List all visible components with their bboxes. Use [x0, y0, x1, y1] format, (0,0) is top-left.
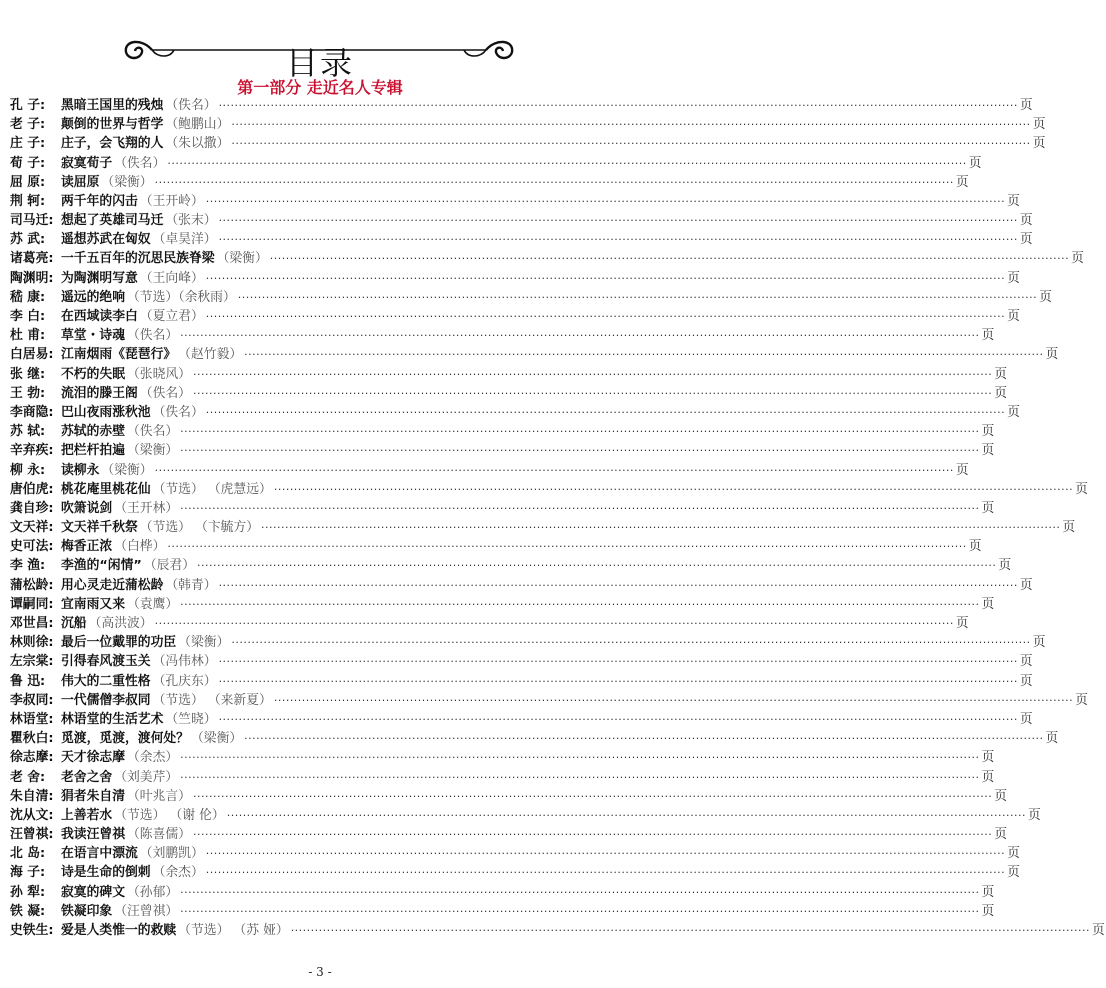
- toc-author: 苏 武:: [10, 232, 46, 248]
- toc-page-label: 页: [1028, 807, 1041, 823]
- toc-author: 谭嗣同:: [10, 596, 54, 612]
- toc-title: 遥远的绝响: [61, 289, 125, 305]
- toc-page-label: 页: [981, 596, 995, 612]
- toc-title: 沉船: [61, 616, 87, 632]
- toc-page-label: 页: [1019, 232, 1033, 248]
- dot-leader: ········································································································································································································: [180, 444, 980, 458]
- dot-leader: ········································································································································································································: [205, 271, 1006, 285]
- toc-author: 白居易:: [10, 347, 54, 363]
- toc-title: 苏轼的赤壁: [61, 424, 125, 440]
- toc-note: （佚名）: [139, 385, 191, 401]
- toc-title: 李渔的“闲情”: [61, 558, 142, 574]
- toc-page-label: 页: [1062, 520, 1076, 536]
- toc-title: 遥想苏武在匈奴: [61, 232, 151, 248]
- page-title: 目录: [285, 44, 354, 82]
- toc-entry[interactable]: [10, 902, 995, 921]
- toc-page-label: 页: [1007, 865, 1020, 881]
- toc-entry[interactable]: [10, 921, 1105, 940]
- toc-entry[interactable]: [10, 518, 1076, 537]
- toc-entry[interactable]: [10, 652, 1033, 671]
- toc-entry[interactable]: [10, 748, 995, 767]
- toc-note: （汪曾祺）: [114, 903, 179, 919]
- toc-note: （梁衡）: [216, 251, 268, 267]
- toc-title: 读屈原: [61, 174, 100, 190]
- dot-leader: ········································································································································································································: [231, 137, 1031, 151]
- dot-leader: ········································································································································································································: [231, 636, 1031, 650]
- toc-page-label: 页: [1032, 117, 1046, 133]
- dot-leader: ········································································································································································································: [192, 828, 993, 842]
- toc-page-label: 页: [981, 443, 995, 459]
- toc-author: 嵇 康:: [10, 289, 46, 305]
- toc-page-label: 页: [994, 366, 1008, 382]
- dot-leader: ········································································································································································································: [218, 233, 1018, 247]
- toc-author: 李 渔:: [10, 558, 46, 574]
- toc-entry[interactable]: [10, 115, 1046, 134]
- toc-page-label: 页: [968, 155, 982, 171]
- toc-note: （节选） （谢 伦）: [114, 807, 225, 823]
- toc-entry[interactable]: [10, 576, 1033, 595]
- toc-note: （张晓风）: [126, 366, 191, 382]
- toc-entry[interactable]: [10, 633, 1046, 652]
- toc-entry[interactable]: [10, 441, 995, 460]
- toc-author: 庄 子:: [10, 136, 46, 152]
- toc-title: 引得春风渡玉关: [61, 654, 151, 670]
- dot-leader: ········································································································································································································: [218, 578, 1018, 592]
- toc-author: 沈从文:: [10, 807, 54, 823]
- toc-author: 王 勃:: [10, 385, 46, 401]
- dot-leader: ········································································································································································································: [218, 674, 1018, 688]
- toc-note: （节选） （苏 娅）: [178, 923, 289, 939]
- toc-title: 巴山夜雨涨秋池: [61, 404, 151, 420]
- toc-page-label: 页: [1019, 673, 1033, 689]
- dot-leader: ········································································································································································································: [244, 348, 1044, 362]
- toc-title: 两千年的闪击: [61, 193, 138, 209]
- toc-title: 黑暗王国里的残烛: [61, 97, 164, 113]
- toc-page-label: 页: [994, 385, 1008, 401]
- toc-title: 江南烟雨《琵琶行》: [61, 347, 177, 363]
- toc-title: 诗是生命的倒刺: [61, 865, 151, 881]
- toc-note: （佚名）: [114, 155, 166, 171]
- toc-title: 老舍之舍: [61, 769, 113, 785]
- toc-page-label: 页: [1075, 481, 1088, 497]
- toc-page-label: 页: [1045, 731, 1059, 747]
- toc-note: （节选） （来新夏）: [152, 692, 272, 708]
- toc-author: 屈 原:: [10, 174, 46, 190]
- dot-leader: ········································································································································································································: [237, 290, 1038, 304]
- page-number: - 3 -: [308, 965, 332, 979]
- toc-title: 庄子，会飞翔的人: [61, 136, 164, 152]
- dot-leader: ········································································································································································································: [273, 693, 1074, 707]
- toc-title: 为陶渊明写意: [61, 270, 138, 286]
- toc-author: 老 舍:: [10, 769, 46, 785]
- toc-page-label: 页: [968, 539, 982, 555]
- toc-page-label: 页: [981, 328, 995, 344]
- toc-title: 林语堂的生活艺术: [61, 711, 164, 727]
- dot-leader: ········································································································································································································: [218, 712, 1018, 726]
- dot-leader: ········································································································································································································: [180, 329, 980, 343]
- dot-leader: ········································································································································································································: [226, 808, 1027, 822]
- toc-entry[interactable]: [10, 173, 969, 192]
- toc-author: 左宗棠:: [10, 654, 54, 670]
- toc-entry[interactable]: [10, 307, 1020, 326]
- dot-leader: ········································································································································································································: [205, 405, 1006, 419]
- toc-author: 文天祥:: [10, 520, 54, 536]
- toc-page-label: 页: [1019, 654, 1033, 670]
- dot-leader: ········································································································································································································: [180, 597, 980, 611]
- toc-title: 上善若水: [61, 807, 113, 823]
- toc-note: （梁衡）: [101, 174, 153, 190]
- toc-author: 铁 凝:: [10, 903, 46, 919]
- toc-entry[interactable]: [10, 691, 1088, 710]
- toc-note: （王向峰）: [139, 270, 204, 286]
- toc-title: 读柳永: [61, 462, 100, 478]
- toc-author: 辛弃疾:: [10, 443, 54, 459]
- toc-entry[interactable]: [10, 710, 1033, 729]
- toc-entry[interactable]: [10, 461, 969, 480]
- toc-entry[interactable]: [10, 384, 1008, 403]
- toc-note: （节选） （虎慧远）: [152, 481, 272, 497]
- toc-author: 荆 轲:: [10, 193, 46, 209]
- toc-title: 流泪的滕王阁: [61, 385, 138, 401]
- toc-note: （梁衡）: [190, 731, 243, 747]
- toc-title: 宜南雨又来: [61, 596, 125, 612]
- toc-entry[interactable]: [10, 365, 1008, 384]
- toc-note: （韩青）: [165, 577, 217, 593]
- dot-leader: ········································································································································································································: [218, 98, 1018, 112]
- toc-page-label: 页: [1007, 846, 1020, 862]
- header: [0, 30, 640, 82]
- dot-leader: ········································································································································································································: [205, 310, 1006, 324]
- toc-author: 海 子:: [10, 865, 46, 881]
- toc-page-label: 页: [1032, 136, 1046, 152]
- toc-page-label: 页: [1007, 270, 1020, 286]
- toc-author: 林语堂:: [10, 711, 54, 727]
- toc-note: （佚名）: [126, 328, 179, 344]
- dot-leader: ········································································································································································································: [154, 463, 954, 477]
- toc-author: 鲁 迅:: [10, 673, 46, 689]
- dot-leader: ········································································································································································································: [180, 904, 980, 918]
- toc-title: 文天祥千秋祭: [61, 520, 138, 536]
- toc-author: 陶渊明:: [10, 270, 54, 286]
- toc-author: 史可法:: [10, 539, 54, 555]
- toc-note: （高洪波）: [88, 616, 153, 632]
- toc-author: 杜 甫:: [10, 328, 46, 344]
- toc-author: 北 岛:: [10, 846, 46, 862]
- toc-entry[interactable]: [10, 557, 1012, 576]
- toc-note: （梁衡）: [126, 443, 179, 459]
- dot-leader: ········································································································································································································: [154, 617, 954, 631]
- toc-author: 林则徐:: [10, 635, 54, 651]
- toc-page-label: 页: [1007, 193, 1020, 209]
- toc-author: 史铁生:: [10, 923, 54, 939]
- toc-note: （余杰）: [152, 865, 204, 881]
- toc-title: 在语言中漂流: [61, 846, 138, 862]
- dot-leader: ········································································································································································································: [205, 866, 1006, 880]
- toc-page-label: 页: [1019, 577, 1033, 593]
- toc-entry[interactable]: [10, 211, 1033, 230]
- toc-title: 一代儒僧李叔同: [61, 692, 151, 708]
- toc-author: 蒲松龄:: [10, 577, 54, 593]
- table-of-contents: [10, 96, 1105, 940]
- dot-leader: ········································································································································································································: [180, 751, 980, 765]
- toc-author: 司马迁:: [10, 213, 54, 229]
- toc-page-label: 页: [1032, 635, 1046, 651]
- toc-entry[interactable]: [10, 729, 1059, 748]
- dot-leader: ········································································································································································································: [192, 789, 993, 803]
- toc-title: 寂寞的碑文: [61, 884, 125, 900]
- dot-leader: ········································································································································································································: [167, 156, 967, 170]
- toc-note: （白桦）: [114, 539, 166, 555]
- toc-title: 用心灵走近蒲松龄: [61, 577, 164, 593]
- toc-author: 孔 子:: [10, 97, 46, 113]
- toc-note: （佚名）: [165, 97, 217, 113]
- toc-page-label: 页: [1071, 251, 1084, 267]
- toc-author: 邓世昌:: [10, 616, 54, 632]
- toc-author: 诸葛亮:: [10, 251, 54, 267]
- toc-note: （袁鹰）: [126, 596, 179, 612]
- dot-leader: ········································································································································································································: [154, 175, 954, 189]
- toc-page-label: 页: [1007, 404, 1020, 420]
- toc-author: 孙 犁:: [10, 884, 46, 900]
- toc-note: （赵竹毅）: [178, 347, 243, 363]
- dot-leader: ········································································································································································································: [197, 559, 997, 573]
- toc-page-label: 页: [1019, 97, 1033, 113]
- dot-leader: ········································································································································································································: [269, 252, 1070, 266]
- toc-author: 荀 子:: [10, 155, 46, 171]
- toc-title: 伟大的二重性格: [61, 673, 151, 689]
- toc-entry[interactable]: [10, 499, 995, 518]
- dot-leader: ········································································································································································································: [218, 214, 1018, 228]
- toc-entry[interactable]: [10, 403, 1020, 422]
- toc-author: 李叔同:: [10, 692, 54, 708]
- toc-author: 徐志摩:: [10, 750, 54, 766]
- toc-note: （卓昊洋）: [152, 232, 217, 248]
- dot-leader: ········································································································································································································: [192, 386, 993, 400]
- toc-note: （王开岭）: [139, 193, 204, 209]
- toc-note: （刘鹏凯）: [139, 846, 204, 862]
- toc-title: 一千五百年的沉思民族脊梁: [61, 251, 215, 267]
- toc-title: 桃花庵里桃花仙: [61, 481, 151, 497]
- dot-leader: ········································································································································································································: [290, 924, 1091, 938]
- toc-note: （孙郁）: [126, 884, 179, 900]
- toc-title: 寂寞荀子: [61, 155, 113, 171]
- toc-page-label: 页: [1007, 309, 1020, 325]
- toc-page-label: 页: [1092, 923, 1105, 939]
- toc-note: （节选）（余秋雨）: [126, 289, 236, 305]
- toc-note: （叶兆言）: [126, 788, 191, 804]
- toc-note: （梁衡）: [178, 635, 230, 651]
- dot-leader: ········································································································································································································: [273, 482, 1074, 496]
- section-title: 第一部分 走近名人专辑: [237, 78, 403, 97]
- toc-page-label: 页: [981, 769, 995, 785]
- toc-title: 吹箫说剑: [61, 500, 113, 516]
- toc-entry[interactable]: [10, 614, 969, 633]
- toc-entry[interactable]: [10, 672, 1033, 691]
- toc-author: 龚自珍:: [10, 500, 54, 516]
- toc-page-label: 页: [1075, 692, 1088, 708]
- dot-leader: ········································································································································································································: [261, 521, 1061, 535]
- dot-leader: ········································································································································································································: [205, 847, 1006, 861]
- toc-entry[interactable]: [10, 806, 1041, 825]
- toc-entry[interactable]: [10, 134, 1046, 153]
- toc-page-label: 页: [981, 424, 995, 440]
- toc-page-label: 页: [998, 558, 1012, 574]
- toc-author: 瞿秋白:: [10, 731, 54, 747]
- dot-leader: ········································································································································································································: [180, 770, 980, 784]
- toc-title: 在西域读李白: [61, 309, 138, 325]
- toc-page-label: 页: [1045, 347, 1059, 363]
- toc-entry[interactable]: [10, 537, 982, 556]
- toc-entry[interactable]: [10, 269, 1020, 288]
- dot-leader: ········································································································································································································: [180, 885, 980, 899]
- toc-entry[interactable]: [10, 595, 995, 614]
- toc-title: 把栏杆拍遍: [61, 443, 125, 459]
- toc-note: （冯伟林）: [152, 654, 217, 670]
- toc-entry[interactable]: [10, 96, 1033, 115]
- dot-leader: ········································································································································································································: [192, 367, 993, 381]
- toc-entry[interactable]: [10, 345, 1059, 364]
- dot-leader: ········································································································································································································: [167, 540, 967, 554]
- toc-title: 爱是人类惟一的救赎: [61, 923, 177, 939]
- toc-title: 草堂・诗魂: [61, 328, 125, 344]
- toc-title: 铁凝印象: [61, 903, 113, 919]
- toc-entry[interactable]: [10, 844, 1020, 863]
- toc-note: （朱以撒）: [165, 136, 230, 152]
- toc-entry[interactable]: [10, 154, 982, 173]
- toc-entry[interactable]: [10, 768, 995, 787]
- toc-entry[interactable]: [10, 883, 995, 902]
- toc-note: （鲍鹏山）: [165, 117, 230, 133]
- toc-note: （余杰）: [126, 750, 179, 766]
- toc-note: （张末）: [165, 213, 217, 229]
- toc-author: 李 白:: [10, 309, 46, 325]
- toc-author: 张 继:: [10, 366, 46, 382]
- toc-author: 汪曾祺:: [10, 827, 54, 843]
- toc-entry[interactable]: [10, 192, 1020, 211]
- toc-entry[interactable]: [10, 230, 1033, 249]
- toc-note: （竺晓）: [165, 711, 217, 727]
- toc-page-label: 页: [955, 462, 969, 478]
- dot-leader: ········································································································································································································: [218, 655, 1018, 669]
- toc-page-label: 页: [1019, 711, 1033, 727]
- toc-entry[interactable]: [10, 787, 1008, 806]
- toc-page-label: 页: [981, 884, 995, 900]
- toc-note: （节选） （卞毓方）: [139, 520, 260, 536]
- toc-note: （梁衡）: [101, 462, 153, 478]
- toc-note: （王开林）: [114, 500, 179, 516]
- dot-leader: ········································································································································································································: [244, 732, 1044, 746]
- toc-title: 梅香正浓: [61, 539, 113, 555]
- toc-note: （辰君）: [143, 558, 195, 574]
- toc-entry[interactable]: [10, 326, 995, 345]
- toc-note: （佚名）: [152, 404, 204, 420]
- toc-entry[interactable]: [10, 422, 995, 441]
- toc-author: 柳 永:: [10, 462, 46, 478]
- toc-author: 唐伯虎:: [10, 481, 54, 497]
- toc-title: 颠倒的世界与哲学: [61, 117, 164, 133]
- toc-entry[interactable]: [10, 480, 1088, 499]
- toc-note: （佚名）: [126, 424, 179, 440]
- toc-entry[interactable]: [10, 864, 1020, 883]
- toc-entry[interactable]: [10, 825, 1008, 844]
- dot-leader: ········································································································································································································: [180, 501, 980, 515]
- toc-title: 想起了英雄司马迁: [61, 213, 164, 229]
- dot-leader: ········································································································································································································: [205, 194, 1006, 208]
- toc-author: 朱自清:: [10, 788, 54, 804]
- dot-leader: ········································································································································································································: [180, 425, 980, 439]
- toc-page-label: 页: [1039, 289, 1052, 305]
- toc-page-label: 页: [955, 616, 969, 632]
- toc-page-label: 页: [981, 750, 995, 766]
- toc-page-label: 页: [955, 174, 969, 190]
- dot-leader: ········································································································································································································: [231, 118, 1031, 132]
- toc-page-label: 页: [981, 500, 995, 516]
- toc-title: 我读汪曾祺: [61, 827, 125, 843]
- toc-author: 苏 轼:: [10, 424, 46, 440]
- toc-author: 老 子:: [10, 117, 46, 133]
- toc-note: （刘美芹）: [114, 769, 179, 785]
- toc-note: （孔庆东）: [152, 673, 217, 689]
- toc-title: 觅渡，觅渡，渡何处？: [61, 731, 189, 747]
- toc-entry[interactable]: [10, 250, 1084, 269]
- toc-note: （夏立君）: [139, 309, 204, 325]
- toc-entry[interactable]: [10, 288, 1052, 307]
- toc-page-label: 页: [981, 903, 995, 919]
- toc-title: 狷者朱自清: [61, 788, 125, 804]
- toc-title: 天才徐志摩: [61, 750, 125, 766]
- toc-page-label: 页: [994, 827, 1008, 843]
- toc-page-label: 页: [1019, 213, 1033, 229]
- toc-title: 不朽的失眠: [61, 366, 125, 382]
- toc-author: 李商隐:: [10, 404, 54, 420]
- toc-title: 最后一位戴罪的功臣: [61, 635, 177, 651]
- toc-note: （陈喜儒）: [126, 827, 191, 843]
- toc-page-label: 页: [994, 788, 1008, 804]
